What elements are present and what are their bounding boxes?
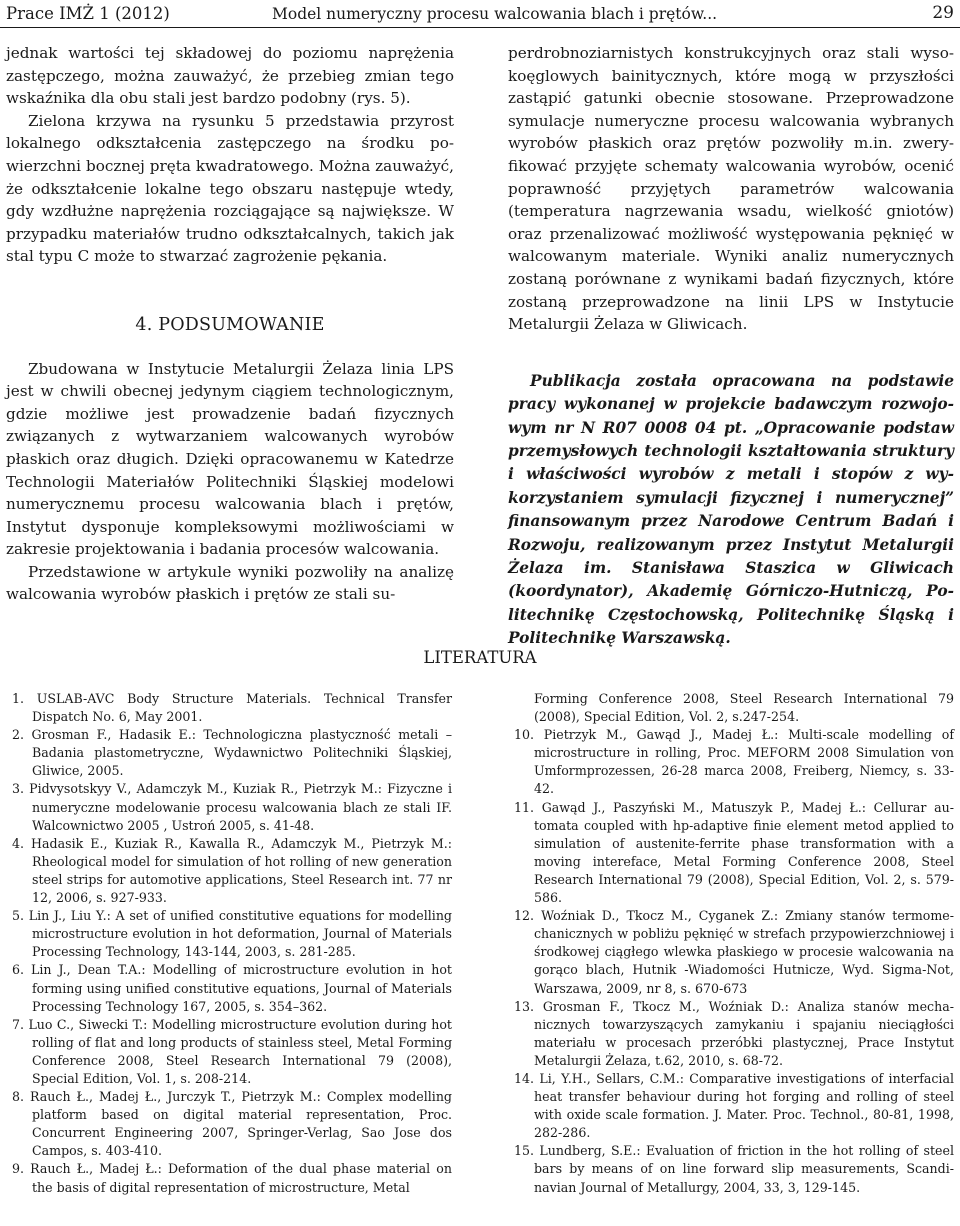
reference-item: 3. Pidvysotskyy V., Adamczyk M., Kuziak R., Pietrzyk M.: Fizyczne i numeryczne modelowanie procesu walcowania blach ze stali IF. Walcownictwo 2005 , Ustroń 2005, s. 41-48.	[12, 781, 452, 833]
reference-item: 12. Woźniak D., Tkocz M., Cyganek Z.: Zmiany stanów termomechanicznych w pobliżu pęknięć w strefach przypowierzchniowej i środkowej ciągłego wlewka płaskiego w procesie walcowania na gorąco blach, Hutnik -Wiadomości Hutnicze, Wyd. Sigma-Not, Warszawa, 2009, nr 8, s. 670-673	[514, 908, 954, 996]
reference-item: 7. Luo C., Siwecki T.: Modelling microstructure evolution during hot rolling of flat and long products of stainless steel, Metal Forming Conference 2008, Steel Research International 79 (2008), Special Edition, Vol. 1, s. 208-214.	[12, 1016, 452, 1086]
running-title: Model numeryczny procesu walcowania blach i prętów...	[272, 5, 718, 23]
page-number: 29	[932, 3, 954, 23]
reference-item: 11. Gawąd J., Paszyński M., Matuszyk P., Madej Ł.: Cellurar automata coupled with hp-adaptive finie element metod applied to simulation of austenite-ferrite phase transformation with a moving intereface, Metal Forming Conference 2008, Steel Research International 79 (2008), Special Edition, Vol. 2, s. 579-586.	[514, 799, 954, 906]
reference-item: 1. USLAB-AVC Body Structure Materials. Technical Transfer Dispatch No. 6, May 2001.	[12, 691, 452, 725]
reference-item: 8. Rauch Ł., Madej Ł., Jurczyk T., Pietrzyk M.: Complex modelling platform based on digital material representation, Proc. Concurrent Engineering 2007, Springer-Verlag, Sao Jose dos Campos, s. 403-410.	[12, 1089, 452, 1159]
reference-item: 9. Rauch Ł., Madej Ł.: Deformation of the dual phase material on the basis of digital representation of microstructure, Metal	[12, 1161, 452, 1195]
reference-list-left	[6, 690, 452, 1197]
reference-item: 2. Grosman F., Hadasik E.: Technologiczna plastyczność metali – Badania plastometryczne, Wydawnictwo Politechniki Śląskiej, Gliwice, 2005.	[12, 727, 452, 779]
reference-list-right	[508, 690, 954, 1197]
header-rule	[0, 27, 960, 28]
reference-item: 14. Li, Y.H., Sellars, C.M.: Comparative investigations of interfacial heat transfer behaviour during hot forging and rolling of steel with oxide scale formation. J. Mater. Proc. Technol., 80-81, 1998, 282-286.	[514, 1070, 954, 1141]
reference-item: 13. Grosman F., Tkocz M., Woźniak D.: Analiza stanów mechanicznych towarzyszących zamykaniu i spajaniu nieciągłości materiału w procesach przeróbki plastycznej, Prace Instytut Metalurgii Żelaza, t.62, 2010, s. 68-72.	[514, 998, 954, 1068]
body-paragraph: perdrobnoziarnistych konstrukcyjnych oraz stali wysokoęglowych bainitycznych, które mogą w przyszłości zastąpić gatunki obecnie stosowane. Przeprowadzone symulacje numeryczne procesu walcowania wybranych wyrobów płaskich oraz prętów pozwoliły m.in. zweryfikować przyjęte schematy walcowania wyrobów, ocenić poprawność przyjętych parametrów walcowania (temperatura nagrzewania wsadu, wielkość gniotów) oraz przenalizować możliwość występowania pęknięć w walcowanym materiale. Wyniki analiz numerycznych zostaną porównane z wynikami badań fizycznych, które zostaną przeprowadzone na linii LPS w Instytucie Metalurgii Żelaza w Gliwicach.	[508, 44, 954, 334]
journal-name: Prace IMŻ 1 (2012)	[6, 4, 170, 23]
reference-item: 15. Lundberg, S.E.: Evaluation of friction in the hot rolling of steel bars by means of on line forward slip measurements, Scandinavian Journal of Metallurgy, 2004, 33, 3, 129-145.	[514, 1143, 954, 1195]
literature-heading: LITERATURA	[423, 648, 537, 667]
reference-item: 4. Hadasik E., Kuziak R., Kawalla R., Adamczyk M., Pietrzyk M.: Rheological model for simulation of hot rolling of new generation steel strips for automotive applications, Steel Research int. 77 nr 12, 2006, s. 927-933.	[12, 835, 452, 906]
right-text-column	[508, 42, 954, 651]
body-paragraph: Zielona krzywa na rysunku 5 przedstawia przyrost lokalnego odkształcenia zastępczego na środku powierzchni bocznej pręta kwadratowego. Można zauważyć, że odkształcenie lokalne tego obszaru następuje wtedy, gdy wzdłużne naprężenia rozciągające są największe. W przypadku materiałów trudno odkształcalnych, takich jak stal typu C może to stwarzać zagrożenie pękania.	[6, 111, 454, 266]
reference-continuation: Forming Conference 2008, Steel Research International 79 (2008), Special Edition, Vol. 2, s.247-254.	[534, 691, 954, 725]
reference-item: 5. Lin J., Liu Y.: A set of unified constitutive equations for modelling microstructure evolution in hot deformation, Journal of Materials Processing Technology, 143-144, 2003, s. 281-285.	[12, 908, 452, 960]
body-paragraph: Zbudowana w Instytucie Metalurgii Żelaza linia LPS jest w chwili obecnej jedynym ciągiem technologicznym, gdzie możliwe jest prowadzenie badań fizycznych związanych z wytwarzaniem walcowanych wyrobów płaskich oraz długich. Dzięki opracowanemu w Katedrze Technologii Materiałów Politechniki Śląskiej modelowi numerycznemu procesu walcowania blach i prętów, Instytut dysponuje kompleksowymi możliwościami w zakresie projektowania i badania procesów walcowania.	[6, 359, 454, 559]
reference-item: 10. Pietrzyk M., Gawąd J., Madej Ł.: Multi-scale modelling of microstructure in rolling, Proc. MEFORM 2008 Simulation von Umformprozessen, 26-28 marca 2008, Freiberg, Niemcy, s. 33-42.	[514, 727, 954, 797]
section-heading: 4. PODSUMOWANIE	[135, 314, 325, 335]
left-text-column	[6, 42, 454, 606]
body-paragraph: Przedstawione w artykule wyniki pozwoliły na analizę walcowania wyrobów płaskich i prętów ze stali su-	[6, 562, 454, 604]
acknowledgement: Publikacja została opracowana na podstawie pracy wykonanej w projekcie badawczym rozwojowym nr N R07 0008 04 pt. „Opracowanie podstaw przemysłowych technologii kształtowania struktury i właściwości wyrobów z metali i stopów z wykorzystaniem symulacji fizycznej i numerycznej” finansowanym przez Narodowe Centrum Badań i Rozwoju, realizowanym przez Instytut Metalurgii Żelaza im. Stanisława Staszica w Gliwicach (koordynator), Akademię Górniczo-Hutniczą, Politechnikę Częstochowską, Politechnikę Śląską i Politechnikę Warszawską.	[508, 371, 954, 648]
page-header	[0, 0, 960, 28]
body-paragraph: jednak wartości tej składowej do poziomu naprężenia zastępczego, można zauważyć, że przebieg zmian tego wskaźnika dla obu stali jest bardzo podobny (rys. 5).	[6, 44, 454, 108]
reference-item: 6. Lin J., Dean T.A.: Modelling of microstructure evolution in hot forming using unified constitutive equations, Journal of Materials Processing Technology 167, 2005, s. 354–362.	[12, 962, 452, 1014]
